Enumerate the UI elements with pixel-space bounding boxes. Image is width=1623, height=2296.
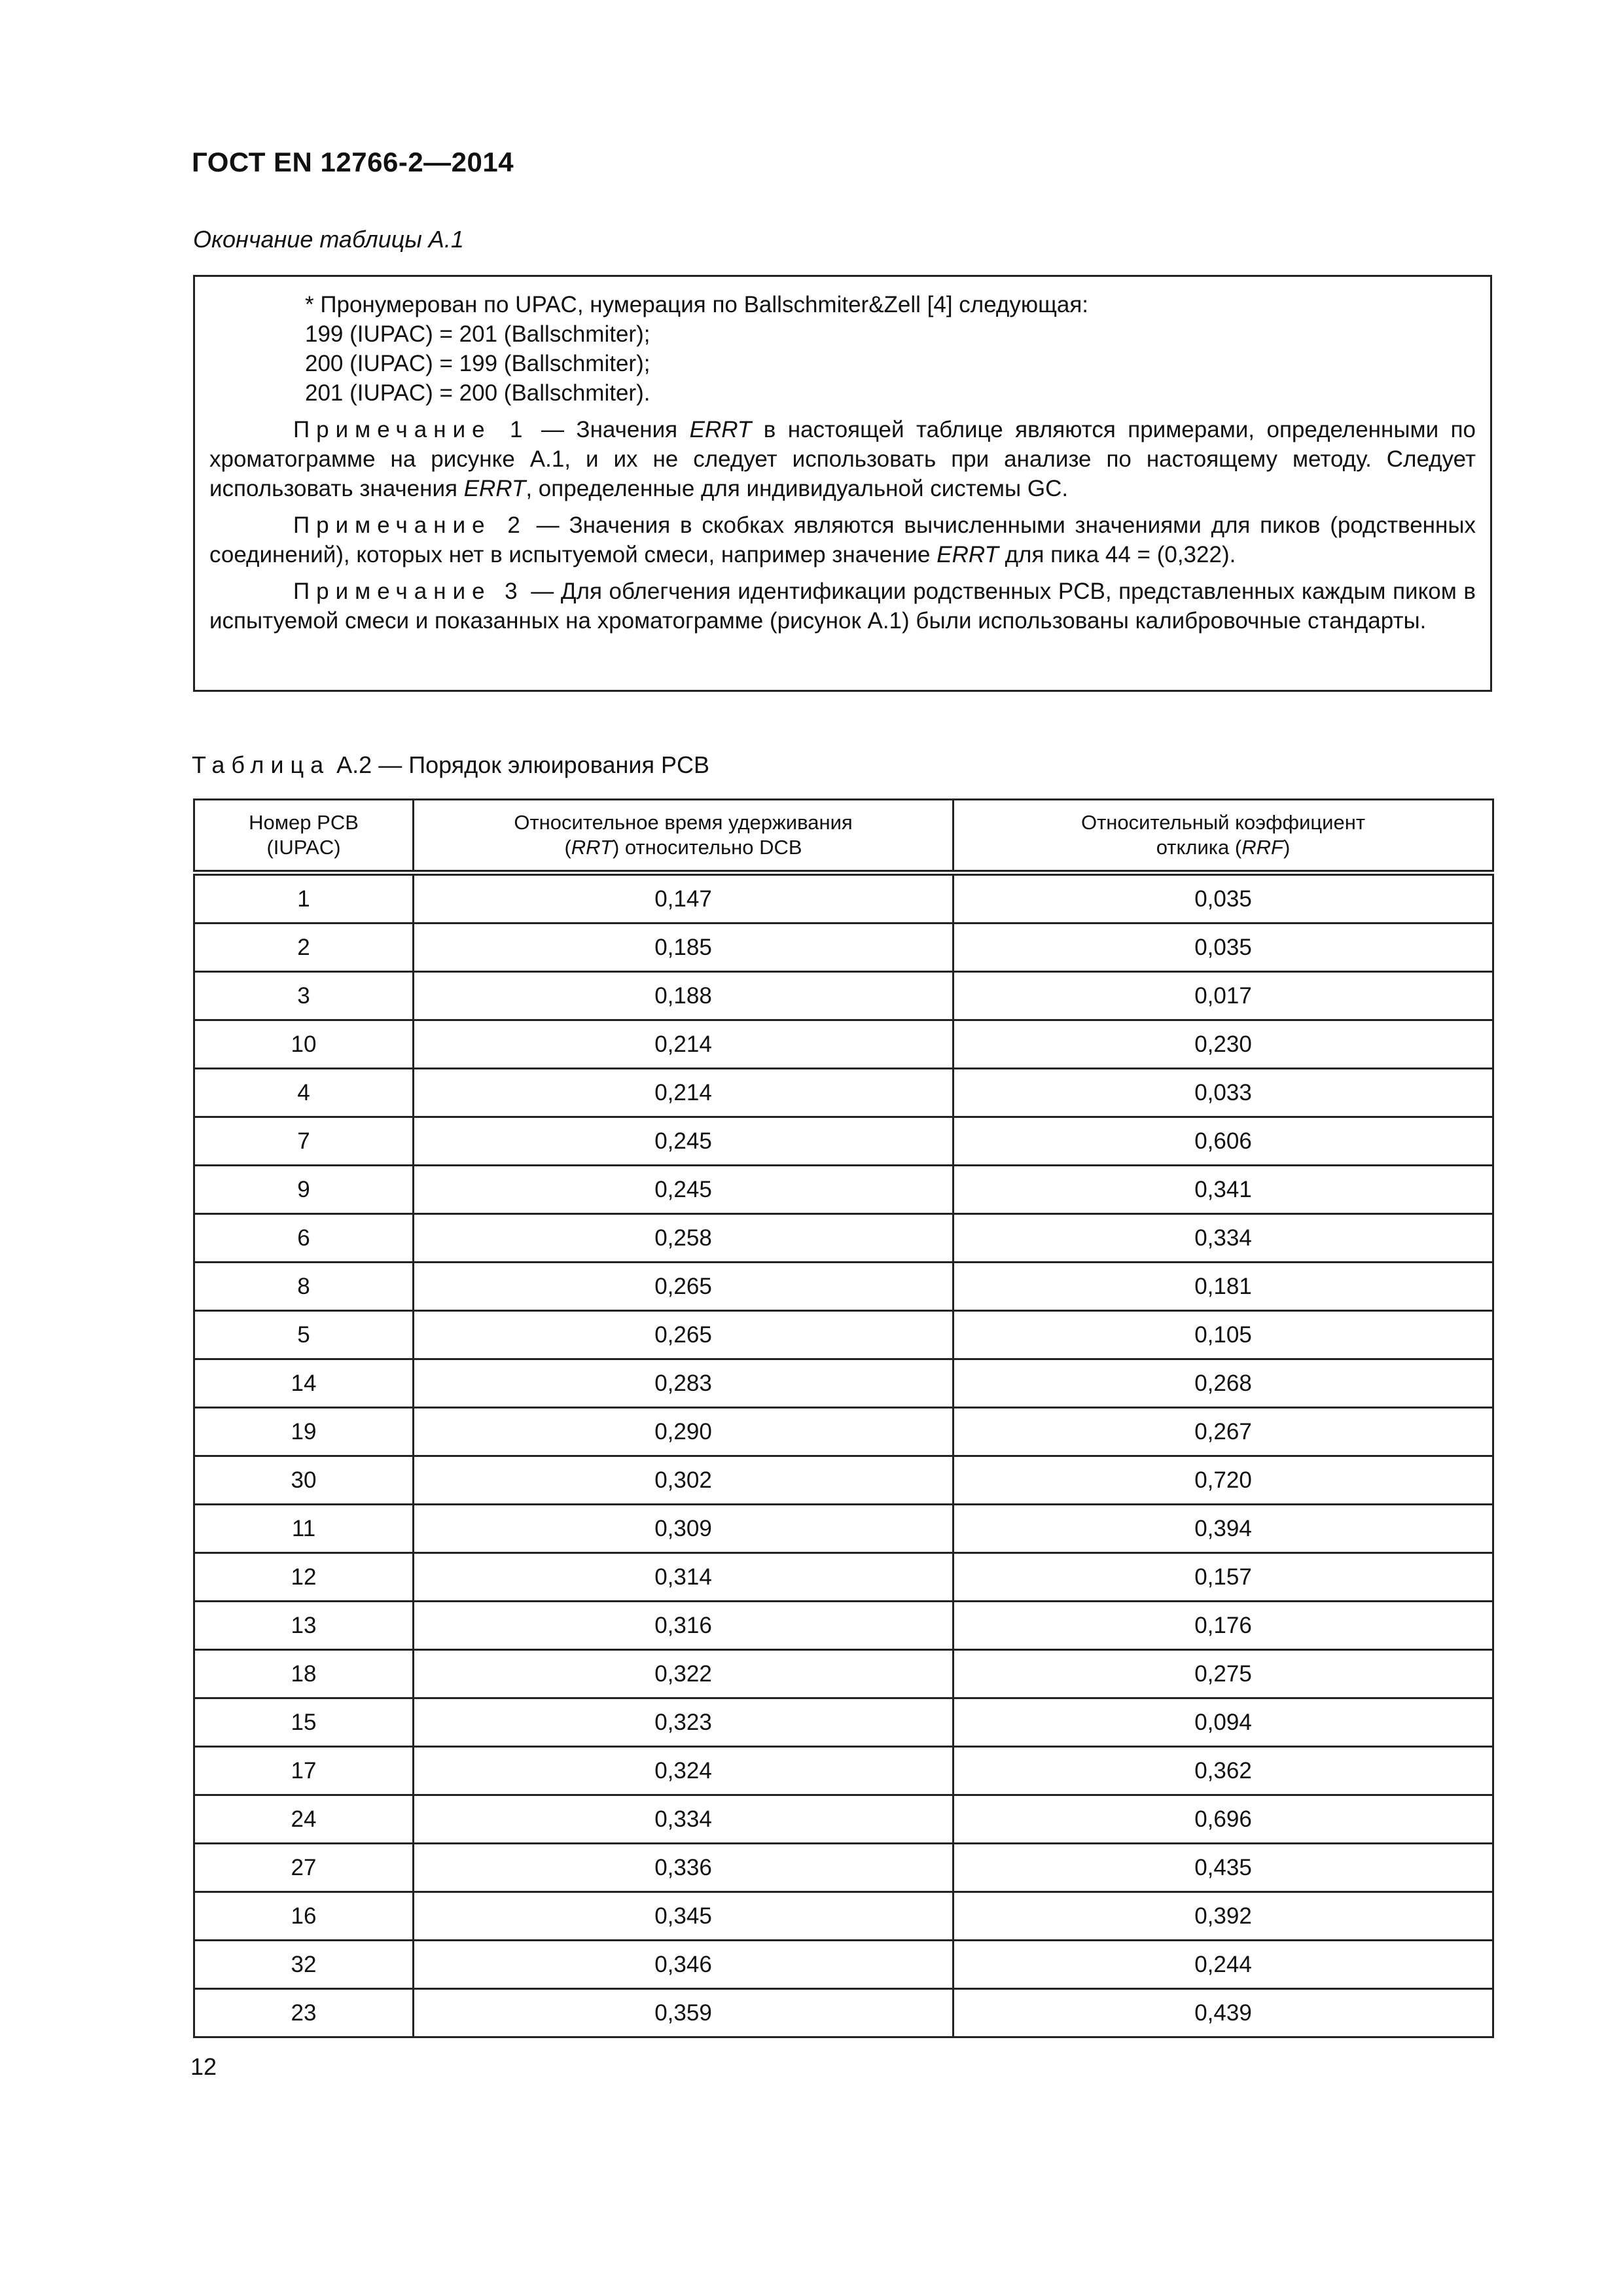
cell-pcb-number: 32 (194, 1941, 414, 1989)
header-text: ) относительно DCB (612, 836, 802, 859)
table-row (194, 1505, 1493, 1553)
cell-rrf: 0,275 (954, 1650, 1493, 1698)
header-text: Относительное время удерживания (514, 811, 853, 834)
cell-rrt: 0,290 (414, 1408, 954, 1456)
footnote-line: 200 (IUPAC) = 199 (Ballschmiter); (305, 351, 651, 376)
cell-pcb-number: 16 (194, 1892, 414, 1941)
cell-rrt: 0,314 (414, 1553, 954, 1602)
header-text: ( (564, 836, 571, 859)
cell-rrf: 0,017 (954, 972, 1493, 1020)
cell-rrf: 0,230 (954, 1020, 1493, 1069)
table-row (194, 1844, 1493, 1892)
header-rrf-abbr: RRF (1241, 836, 1283, 859)
cell-pcb-number: 30 (194, 1456, 414, 1505)
table-row (194, 1989, 1493, 2037)
footnote-line: * Пронумерован по UPAC, нумерация по Ballschmiter&Zell [4] следующая: (305, 292, 1089, 317)
cell-rrt: 0,214 (414, 1069, 954, 1117)
cell-rrf: 0,035 (954, 924, 1493, 972)
table-row (194, 1069, 1493, 1117)
table-row (194, 873, 1493, 924)
cell-pcb-number: 17 (194, 1747, 414, 1795)
table-row (194, 1408, 1493, 1456)
table-row (194, 1166, 1493, 1214)
table-row (194, 972, 1493, 1020)
table-caption (192, 751, 709, 779)
note-1-text: , определенные для индивидуальной системы GC. (526, 476, 1069, 501)
cell-rrf: 0,606 (954, 1117, 1493, 1166)
document-title: ГОСТ EN 12766-2—2014 (192, 147, 514, 177)
table-header-row (194, 800, 1493, 873)
header-rrt-abbr: RRT (571, 836, 613, 859)
cell-rrt: 0,188 (414, 972, 954, 1020)
cell-rrf: 0,341 (954, 1166, 1493, 1214)
note-1-errt: ERRT (463, 476, 526, 501)
cell-pcb-number: 10 (194, 1020, 414, 1069)
header-text: ) (1283, 836, 1291, 859)
table-row (194, 1359, 1493, 1408)
note-1-errt: ERRT (689, 417, 752, 442)
cell-pcb-number: 3 (194, 972, 414, 1020)
cell-rrf: 0,105 (954, 1311, 1493, 1359)
cell-pcb-number: 8 (194, 1263, 414, 1311)
table-row (194, 1214, 1493, 1263)
cell-rrt: 0,324 (414, 1747, 954, 1795)
cell-rrf: 0,334 (954, 1214, 1493, 1263)
note-2-text: для пика 44 = (0,322). (998, 542, 1236, 567)
table-row (194, 1263, 1493, 1311)
table-row (194, 924, 1493, 972)
cell-rrt: 0,214 (414, 1020, 954, 1069)
cell-pcb-number: 27 (194, 1844, 414, 1892)
cell-rrf: 0,033 (954, 1069, 1493, 1117)
cell-pcb-number: 5 (194, 1311, 414, 1359)
cell-pcb-number: 12 (194, 1553, 414, 1602)
cell-pcb-number: 7 (194, 1117, 414, 1166)
note-1-text: — Значения (529, 417, 690, 442)
footnote-line: 201 (IUPAC) = 200 (Ballschmiter). (305, 380, 651, 406)
note-3-text: — Для облегчения идентификации родственных PCB, представленных каждым пиком в испытуемой смеси и показанных на хроматограмме (рисунок А.1) были использованы калибровочные стандарты. (209, 579, 1476, 634)
cell-rrf: 0,439 (954, 1989, 1493, 2037)
note-1 (209, 415, 1476, 503)
cell-rrf: 0,176 (954, 1602, 1493, 1650)
cell-rrt: 0,185 (414, 924, 954, 972)
table-row (194, 1311, 1493, 1359)
header-text: (IUPAC) (266, 836, 341, 859)
cell-rrf: 0,362 (954, 1747, 1493, 1795)
table-caption-text: А.2 — Порядок элюирования PCB (330, 751, 709, 778)
cell-rrt: 0,334 (414, 1795, 954, 1844)
table-row (194, 1698, 1493, 1747)
cell-rrt: 0,265 (414, 1311, 954, 1359)
header-rrf (954, 800, 1493, 873)
cell-pcb-number: 2 (194, 924, 414, 972)
cell-pcb-number: 9 (194, 1166, 414, 1214)
table-row (194, 1650, 1493, 1698)
cell-rrt: 0,346 (414, 1941, 954, 1989)
note-2-errt: ERRT (936, 542, 999, 567)
cell-rrt: 0,302 (414, 1456, 954, 1505)
cell-rrt: 0,283 (414, 1359, 954, 1408)
cell-rrf: 0,244 (954, 1941, 1493, 1989)
pcb-elution-table (193, 798, 1494, 2038)
cell-rrf: 0,720 (954, 1456, 1493, 1505)
cell-rrt: 0,265 (414, 1263, 954, 1311)
cell-rrf: 0,035 (954, 873, 1493, 924)
cell-pcb-number: 19 (194, 1408, 414, 1456)
table-caption-label: Таблица (192, 751, 330, 778)
note-3 (209, 577, 1476, 636)
table-row (194, 1456, 1493, 1505)
cell-pcb-number: 24 (194, 1795, 414, 1844)
table-row (194, 1941, 1493, 1989)
cell-pcb-number: 15 (194, 1698, 414, 1747)
cell-rrf: 0,267 (954, 1408, 1493, 1456)
cell-rrt: 0,245 (414, 1166, 954, 1214)
table-notes-box (193, 275, 1492, 692)
cell-rrt: 0,245 (414, 1117, 954, 1166)
cell-rrf: 0,181 (954, 1263, 1493, 1311)
cell-rrt: 0,345 (414, 1892, 954, 1941)
cell-pcb-number: 11 (194, 1505, 414, 1553)
cell-rrt: 0,323 (414, 1698, 954, 1747)
cell-rrt: 0,258 (414, 1214, 954, 1263)
cell-pcb-number: 23 (194, 1989, 414, 2037)
page-number: 12 (190, 2053, 217, 2080)
table-continuation-label: Окончание таблицы А.1 (193, 226, 464, 253)
table-row (194, 1020, 1493, 1069)
cell-rrt: 0,147 (414, 873, 954, 924)
cell-rrf: 0,157 (954, 1553, 1493, 1602)
cell-rrf: 0,696 (954, 1795, 1493, 1844)
note-2-label: Примечание 2 (293, 512, 527, 538)
header-pcb-number (194, 800, 414, 873)
table-row (194, 1117, 1493, 1166)
note-2-text: — Значения в скобках являются вычисленными значениями для пиков (родственных соединений), которых нет в испытуемой смеси, например значение (209, 512, 1476, 567)
note-2 (209, 511, 1476, 569)
cell-pcb-number: 18 (194, 1650, 414, 1698)
cell-rrf: 0,094 (954, 1698, 1493, 1747)
table-row (194, 1892, 1493, 1941)
header-text: отклика ( (1156, 836, 1242, 859)
cell-rrt: 0,336 (414, 1844, 954, 1892)
header-text: Номер PCB (249, 811, 359, 834)
cell-rrf: 0,268 (954, 1359, 1493, 1408)
footnote-line: 199 (IUPAC) = 201 (Ballschmiter); (305, 321, 651, 347)
cell-rrt: 0,359 (414, 1989, 954, 2037)
cell-pcb-number: 13 (194, 1602, 414, 1650)
note-3-label: Примечание 3 (293, 579, 524, 604)
cell-pcb-number: 14 (194, 1359, 414, 1408)
cell-rrf: 0,435 (954, 1844, 1493, 1892)
cell-pcb-number: 6 (194, 1214, 414, 1263)
cell-rrf: 0,394 (954, 1505, 1493, 1553)
cell-rrt: 0,309 (414, 1505, 954, 1553)
table-body (194, 873, 1493, 2037)
cell-rrf: 0,392 (954, 1892, 1493, 1941)
table-row (194, 1602, 1493, 1650)
note-1-text: в настоящей таблице являются примерами, определенными по хроматограмме на рисунке А.1, и их не следует использовать при анализе по настоящему методу. Следует использовать значения (209, 417, 1476, 501)
note-1-label: Примечание 1 (293, 417, 529, 442)
cell-pcb-number: 4 (194, 1069, 414, 1117)
cell-pcb-number: 1 (194, 873, 414, 924)
table-row (194, 1795, 1493, 1844)
cell-rrt: 0,322 (414, 1650, 954, 1698)
header-rrt (414, 800, 954, 873)
cell-rrt: 0,316 (414, 1602, 954, 1650)
table-row (194, 1747, 1493, 1795)
table-row (194, 1553, 1493, 1602)
header-text: Относительный коэффициент (1080, 811, 1366, 834)
